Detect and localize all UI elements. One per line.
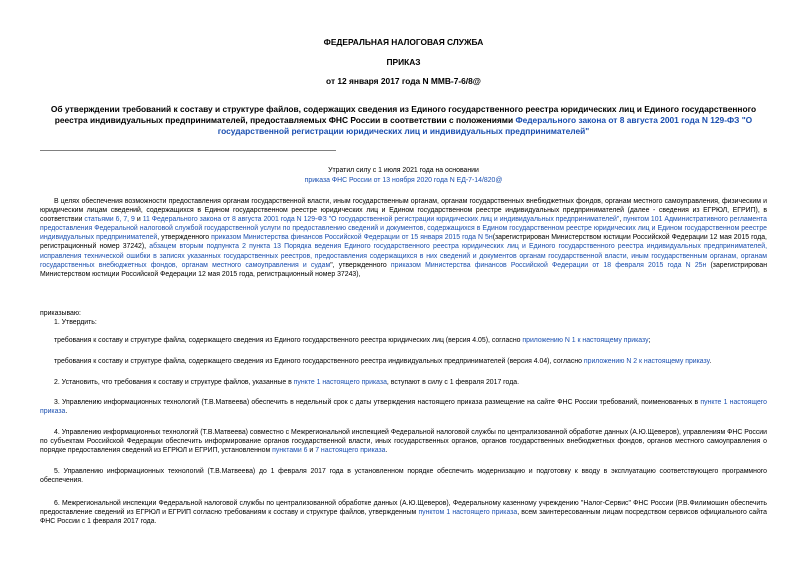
item-1b xyxy=(54,357,711,366)
separator-line xyxy=(40,150,336,151)
preamble-link-articles[interactable]: статьями 6, 7, 9 xyxy=(84,216,135,224)
order-word: приказываю: xyxy=(40,310,81,317)
item-4-link-7[interactable]: 7 настоящего приказа xyxy=(315,447,386,455)
item-5: 5. Управлению информационных технологий (Т.В.Матвеева) до 1 февраля 2017 года в установленном порядке обеспечить модернизацию и подготовку к вводу в эксплуатацию соответствующего программного обеспечения. xyxy=(40,468,767,485)
item-text: ; xyxy=(648,337,651,344)
preamble-text: , утвержденного xyxy=(157,234,212,242)
title-law-link[interactable]: Федерального закона от 8 августа 2001 года N 129-ФЗ "О государственной регистрации юридических лиц и индивидуальных предпринимателей" xyxy=(217,115,753,136)
item-1a xyxy=(54,336,651,345)
preamble-link-procedure[interactable]: подпункта 2 пункта 13 Порядка ведения Единого государственного реестра юридических лиц и Единого государственного реестра индивидуальных предпринимателей, исправления технической ошибки в записях указанных государственных реестров, предоставления содержащихся в них сведений и документов органам государственной власти, иным государственным органам, органам государственных внебюджетных фондов, органам местного самоуправления и судам xyxy=(40,243,768,269)
item-text: требования к составу и структуре файла, содержащего сведения из Единого государственного реестра индивидуальных предпринимателей (версия 4.04), согласно xyxy=(54,358,584,365)
preamble-link-regulation[interactable]: пунктом 101 Административного регламента предоставления Федеральной налоговой службой государственной услуги по предоставлению сведений и документов, содержащихся в Едином государственном реестре юридических лиц и Едином государственном реестре индивидуальных предпринимателей xyxy=(40,216,767,242)
appendix-2-link[interactable]: приложению N 2 к настоящему приказу xyxy=(583,358,710,365)
item-text: и xyxy=(307,447,316,455)
preamble-text: (зарегистрирован Министерством юстиции Российской Федерации 12 мая 2015 года, регистрационный номер 37242), xyxy=(40,234,767,251)
title-text: Об утверждении требований к составу и структуре файлов, содержащих сведения из Единого государственного реестра юридических лиц и Единого государственного реестра индивидуальных предпринимателей, предоставляемых ФНС России в соответствии с положениями xyxy=(50,104,757,125)
item-text: , вступают в силу с 1 февраля 2017 года. xyxy=(386,379,519,386)
preamble-paragraph xyxy=(40,197,767,279)
item-6 xyxy=(40,499,767,526)
preamble-text: В целях обеспечения возможности предоставления органам государственной власти, иным государственным органам, органам государственных внебюджетных фондов, органам местного самоуправления, физическим и юридическим лицам сведений, содержащихся в Едином государственном реестре юридических лиц и Едином государственном реестре индивидуальных предпринимателей (далее - сведения из ЕГРЮЛ, ЕГРИП), в соответствии xyxy=(40,198,767,224)
item-3 xyxy=(40,398,767,416)
item-text: 4. Управлению информационных технологий (Т.В.Матвеева) совместно с Межрегиональной инспекцией Федеральной налоговой службы по централизованной обработке данных (А.Ю.Щеверов), управлениям ФНС России по субъектам Российской Федерации обеспечить информирование органов государственной власти, иных государственных органов, органов государственных внебюджетных фондов, органов местного самоуправления о порядке предоставления сведений из ЕГРЮЛ и ЕГРИП, установленном xyxy=(40,429,767,455)
status-link[interactable]: приказа ФНС России от 13 ноября 2020 года N ЕД-7-14/820@ xyxy=(304,177,503,184)
preamble-link-order-5n[interactable]: приказом Министерства финансов Российской Федерации от 15 января 2015 года N 5н xyxy=(211,234,493,242)
preamble-text: и xyxy=(134,216,143,224)
item-2-link[interactable]: пункте 1 настоящего приказа xyxy=(293,379,387,386)
agency-name: ФЕДЕРАЛЬНАЯ НАЛОГОВАЯ СЛУЖБА xyxy=(323,37,484,47)
item-text: 3. Управлению информационных технологий (Т.В.Матвеева) обеспечить в недельный срок с даты утверждения настоящего приказа размещение на сайте ФНС России требований, поименованных в xyxy=(54,399,701,406)
item-text: , всем заинтересованным лицам посредством сервисов официального сайта ФНС России с 1 февраля 2017 года. xyxy=(40,509,767,526)
item-3-link[interactable]: пункте 1 настоящего приказа xyxy=(40,399,767,416)
preamble-link-law[interactable]: 11 Федерального закона от 8 августа 2001 года N 129-ФЗ "О государственной регистрации юридических лиц и индивидуальных предпринимателей" xyxy=(142,216,620,224)
preamble-text: ", утвержденного xyxy=(330,261,391,269)
doc-date-number: от 12 января 2017 года N ММВ-7-6/8@ xyxy=(326,76,481,86)
item-text: . xyxy=(709,358,712,365)
item-4-link-6[interactable]: пунктами 6 xyxy=(272,447,308,455)
item-text: требования к составу и структуре файла, содержащего сведения из Единого государственного реестра юридических лиц (версия 4.05), согласно xyxy=(54,337,523,344)
item-2 xyxy=(54,378,519,387)
item-text: 2. Установить, что требования к составу и структуре файлов, указанные в xyxy=(54,379,294,386)
status-line: Утратил силу с 1 июля 2021 года на основании xyxy=(328,167,479,174)
doc-title xyxy=(40,104,767,137)
item-text: . xyxy=(65,408,68,416)
item-1: 1. Утвердить: xyxy=(54,319,97,326)
item-text: . xyxy=(385,447,388,455)
appendix-1-link[interactable]: приложению N 1 к настоящему приказу xyxy=(522,337,649,344)
preamble-text: (зарегистрирован Министерством юстиции Российской Федерации 12 мая 2015 года, регистрационный номер 37243), xyxy=(40,261,767,278)
item-6-link[interactable]: пунктом 1 настоящего приказа xyxy=(418,509,518,517)
doc-type: ПРИКАЗ xyxy=(386,57,421,67)
preamble-text: , xyxy=(619,216,624,224)
item-text: 6. Межрегиональной инспекции Федеральной налоговой службы по централизованной обработке данных (А.Ю.Щеверов), Федеральному казенному учреждению "Налог-Сервис" ФНС России (Р.В.Филимошин обеспечить предоставление сведений из ЕГРЮЛ и ЕГРИП согласно требованиям к составу и структуре файлов, утвержденным xyxy=(40,500,767,517)
item-4 xyxy=(40,428,767,455)
preamble-link-order-25n[interactable]: приказом Министерства финансов Российской Федерации от 18 февраля 2015 года N 25н xyxy=(390,261,707,269)
preamble-link-paragraph[interactable]: абзацем вторым xyxy=(149,243,204,251)
